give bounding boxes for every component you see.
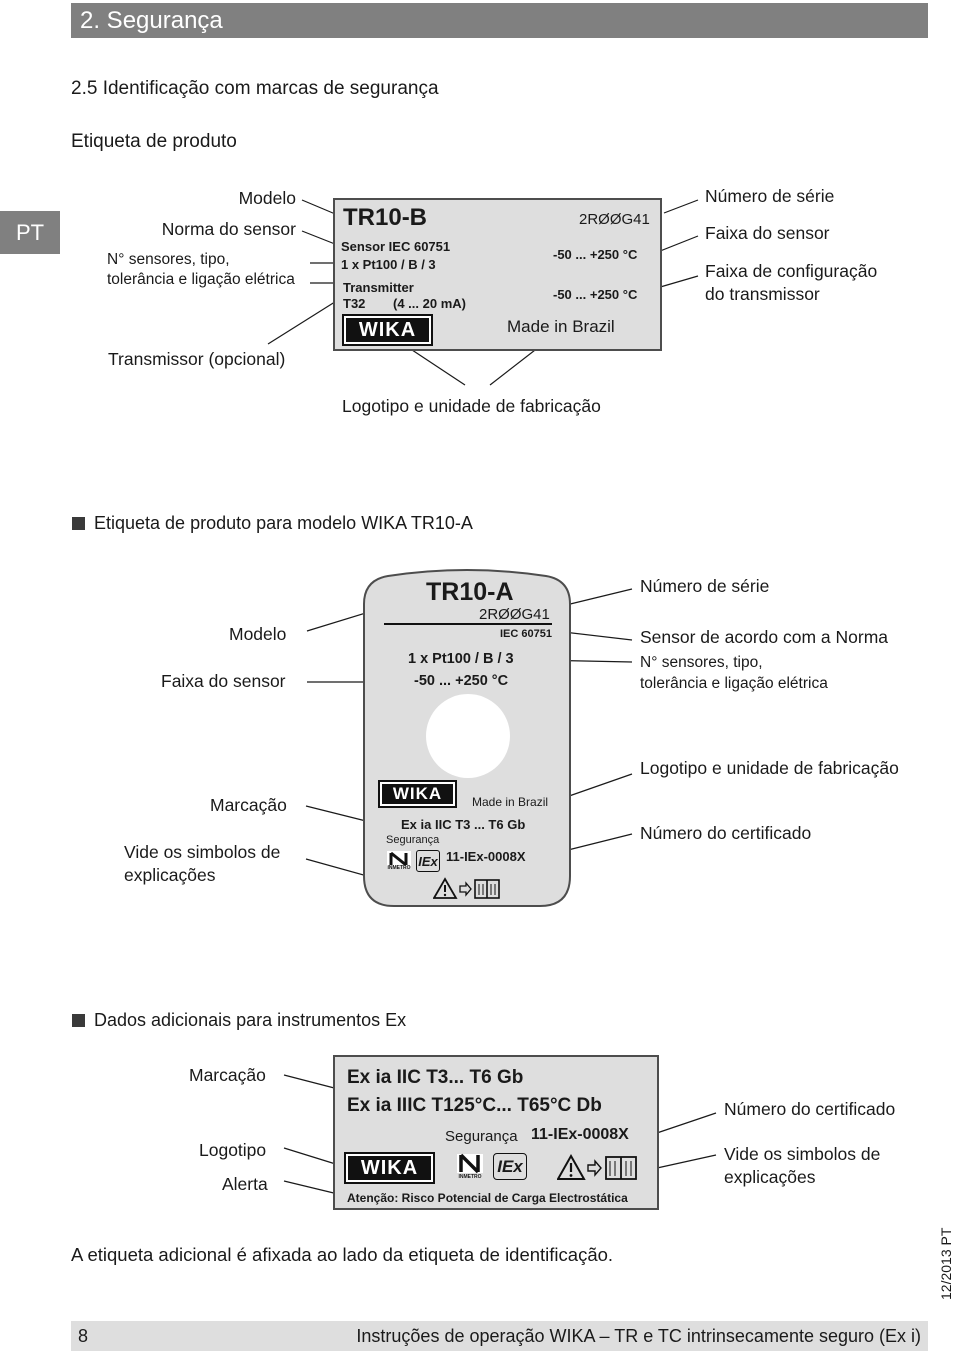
subsection-subtitle: Etiqueta de produto xyxy=(71,131,237,152)
callout-sensor-norm: Norma do sensor xyxy=(161,219,296,239)
callout-marking: Marcação xyxy=(210,795,287,815)
tag-origin: Made in Brazil xyxy=(472,795,549,809)
footer-bar xyxy=(71,1321,928,1351)
tag-model: TR10-A xyxy=(426,578,514,606)
ex-warning-text: Atenção: Risco Potencial de Carga Electrostática xyxy=(347,1191,628,1205)
footer-text: Instruções de operação WIKA – TR e TC intrinsecamente seguro (Ex i) xyxy=(356,1326,921,1346)
tag-norm: IEC 60751 xyxy=(500,628,552,640)
callout-sensor-range: Faixa do sensor xyxy=(161,671,286,691)
callout-alert: Alerta xyxy=(222,1174,268,1194)
callout-sensor-count-line2: tolerância e ligação elétrica xyxy=(107,271,295,288)
language-tab: PT xyxy=(0,211,60,254)
iex-icon: IEx xyxy=(493,1153,527,1180)
callout-marking: Marcação xyxy=(189,1065,266,1085)
callout-serial: Número de série xyxy=(640,576,770,596)
tag-serial: 2RØØG41 xyxy=(479,606,550,623)
figure2-heading: Etiqueta de produto para modelo WIKA TR10-A xyxy=(94,513,473,533)
callout-logo-origin: Logotipo e unidade de fabricação xyxy=(342,396,601,416)
label-sensor-spec: 1 x Pt100 / B / 3 xyxy=(341,257,436,272)
callout-certificate: Número do certificado xyxy=(640,823,812,843)
callout-sensor-count-line2: tolerância e ligação elétrica xyxy=(640,675,828,692)
callout-symbols-line1: Vide os simbolos de xyxy=(124,842,281,862)
callout-config-range-line2: do transmissor xyxy=(705,284,820,304)
edition-label: 12/2013 PT xyxy=(938,1227,954,1300)
callout-transmitter: Transmissor (opcional) xyxy=(108,349,286,369)
callout-sensor-norm: Sensor de acordo com a Norma xyxy=(640,627,889,647)
callout-config-range-line1: Faixa de configuração xyxy=(705,261,878,281)
callout-symbols-line2: explicações xyxy=(724,1167,816,1187)
ex-certificate: 11-IEx-0008X xyxy=(531,1126,629,1143)
bullet-square xyxy=(72,1014,85,1027)
manual-book-icon xyxy=(606,1157,636,1179)
tag-range: -50 ... +250 °C xyxy=(414,673,509,689)
callout-serial: Número de série xyxy=(705,186,835,206)
bullet-square xyxy=(72,517,85,530)
callout-certificate: Número do certificado xyxy=(724,1099,896,1119)
callout-logo-origin: Logotipo e unidade de fabricação xyxy=(640,758,899,778)
tag-certificate: 11-IEx-0008X xyxy=(446,849,526,864)
wika-logo: WIKA xyxy=(378,780,457,808)
tag-sensor-spec: 1 x Pt100 / B / 3 xyxy=(408,651,514,667)
figure3-heading: Dados adicionais para instrumentos Ex xyxy=(94,1010,407,1030)
label-transmitter: Transmitter xyxy=(343,280,414,295)
wika-logo: WIKA xyxy=(344,1152,435,1184)
subsection-title: 2.5 Identificação com marcas de segurança xyxy=(71,78,439,99)
section-header-title: 2. Segurança xyxy=(80,7,223,34)
product-label-tr10b xyxy=(333,198,662,351)
callout-sensor-count-line1: N° sensores, tipo, xyxy=(107,251,230,268)
arrow-icon xyxy=(588,1161,601,1175)
inmetro-icon: INMETRO xyxy=(456,1153,484,1183)
ex-marking-1: Ex ia IIC T3... T6 Gb xyxy=(347,1067,524,1088)
label-sensor-range: -50 ... +250 °C xyxy=(553,247,638,262)
label-transmitter-model: T32 xyxy=(343,296,366,311)
inmetro-icon: INMETRO xyxy=(386,850,412,872)
callout-symbols-line1: Vide os simbolos de xyxy=(724,1144,881,1164)
page-number: 8 xyxy=(78,1326,89,1346)
arrow-icon xyxy=(460,883,471,895)
label-config-range: -50 ... +250 °C xyxy=(553,287,638,302)
tag-marking: Ex ia IIC T3 ... T6 Gb xyxy=(401,817,526,832)
callout-model: Modelo xyxy=(229,624,287,644)
tag-safety: Segurança xyxy=(386,834,440,846)
label-sensor-norm: Sensor IEC 60751 xyxy=(341,239,451,254)
callout-sensor-range: Faixa do sensor xyxy=(705,223,830,243)
iex-icon: IEx xyxy=(416,850,440,872)
attachment-note: A etiqueta adicional é afixada ao lado da etiqueta de identificação. xyxy=(71,1244,614,1265)
warning-triangle-icon xyxy=(558,1156,584,1179)
callout-sensor-count-line1: N° sensores, tipo, xyxy=(640,654,763,671)
manual-book-icon xyxy=(475,880,499,898)
label-origin: Made in Brazil xyxy=(507,317,615,336)
label-transmitter-signal: (4 ... 20 mA) xyxy=(393,296,466,311)
ex-safety: Segurança xyxy=(445,1128,518,1145)
callout-symbols-line2: explicações xyxy=(124,865,216,885)
warning-symbols xyxy=(433,876,503,902)
callout-model: Modelo xyxy=(238,188,296,208)
warning-symbols xyxy=(557,1153,641,1183)
label-serial: 2RØØG41 xyxy=(579,211,650,228)
wika-logo: WIKA xyxy=(342,314,433,346)
ex-additional-label xyxy=(333,1055,659,1210)
ex-marking-2: Ex ia IIIC T125°C... T65°C Db xyxy=(347,1095,602,1116)
warning-triangle-icon xyxy=(434,879,456,898)
label-model: TR10-B xyxy=(343,204,428,231)
callout-logo: Logotipo xyxy=(199,1140,267,1160)
